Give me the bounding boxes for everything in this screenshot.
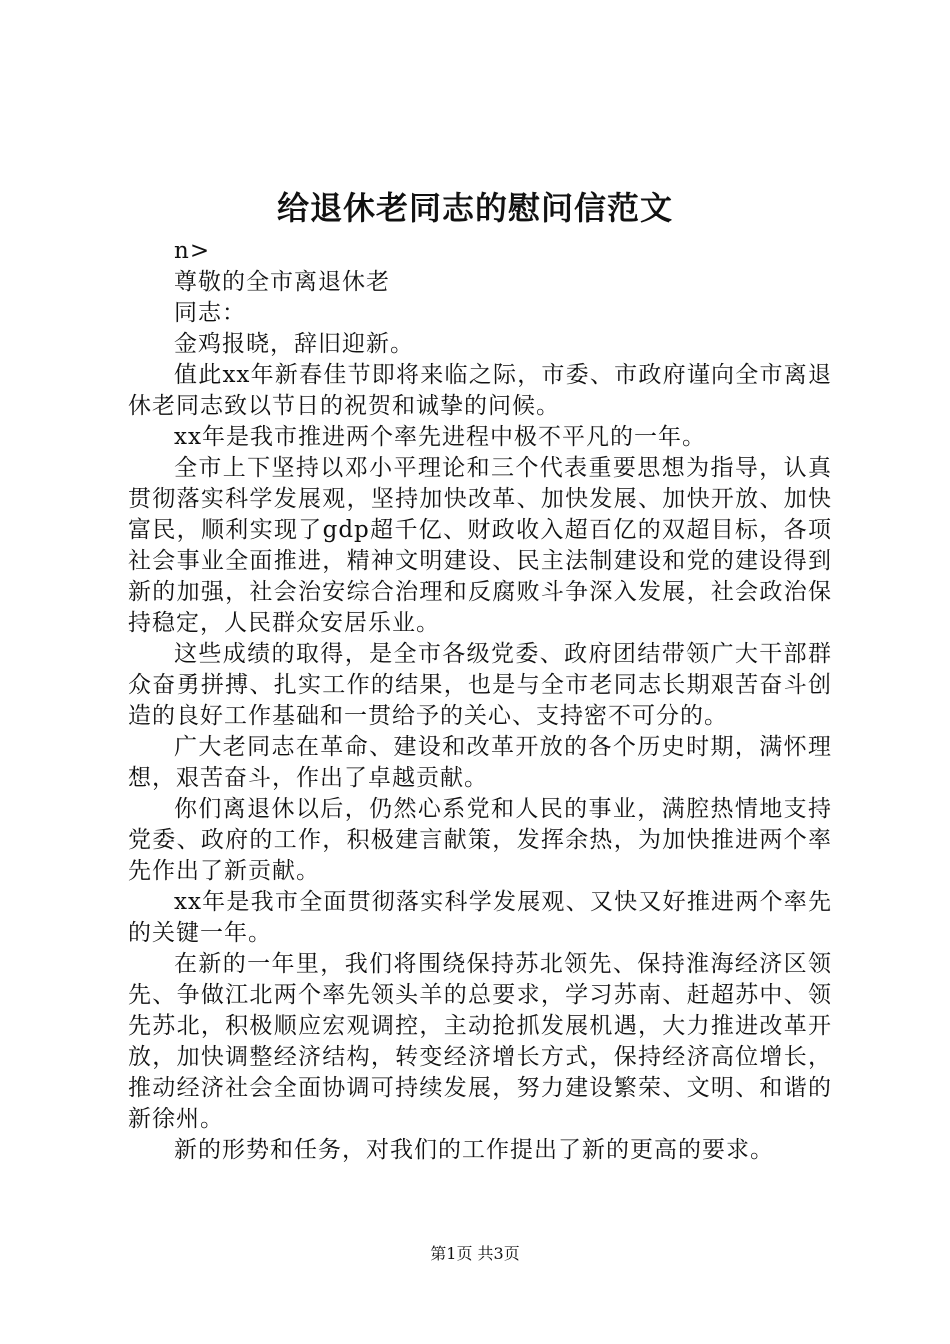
paragraph: 新的形势和任务，对我们的工作提出了新的更高的要求。 (174, 1137, 774, 1163)
paragraph: 这些成绩的取得，是全市各级党委、政府团结带领广大干部群众奋勇拼搏、扎实工作的结果，也是与全市老同志长期艰苦奋斗创造的良好工作基础和一贯给予的关心、支持密不可分的。 (128, 641, 832, 729)
paragraph: 值此xx年新春佳节即将来临之际，市委、市政府谨向全市离退休老同志致以节日的祝贺和诚挚的问候。 (128, 362, 832, 419)
paragraph: xx年是我市全面贯彻落实科学发展观、又快又好推进两个率先的关键一年。 (128, 889, 832, 946)
document-body (128, 236, 832, 1166)
paragraph: 同志： (174, 300, 246, 326)
paragraph: 你们离退休以后，仍然心系党和人民的事业，满腔热情地支持党委、政府的工作，积极建言献策，发挥余热，为加快推进两个率先作出了新贡献。 (128, 796, 832, 884)
page-footer: 第1页 共3页 (430, 1244, 520, 1263)
paragraph: 在新的一年里，我们将围绕保持苏北领先、保持淮海经济区领先、争做江北两个率先领头羊的总要求，学习苏南、赶超苏中、领先苏北，积极顺应宏观调控，主动抢抓发展机遇，大力推进改革开放，加快调整经济结构，转变经济增长方式，保持经济高位增长，推动经济社会全面协调可持续发展，努力建设繁荣、文明、和谐的新徐州。 (128, 951, 832, 1132)
paragraph: 金鸡报晓，辞旧迎新。 (174, 331, 414, 357)
document-title: 给退休老同志的慰问信范文 (276, 189, 673, 227)
paragraph: 全市上下坚持以邓小平理论和三个代表重要思想为指导，认真贯彻落实科学发展观，坚持加快改革、加快发展、加快开放、加快富民，顺利实现了gdp超千亿、财政收入超百亿的双超目标，各项社会事业全面推进，精神文明建设、民主法制建设和党的建设得到新的加强，社会治安综合治理和反腐败斗争深入发展，社会政治保持稳定，人民群众安居乐业。 (128, 455, 832, 636)
paragraph: 尊敬的全市离退休老 (174, 269, 390, 295)
paragraph: xx年是我市推进两个率先进程中极不平凡的一年。 (174, 424, 706, 450)
paragraph: 广大老同志在革命、建设和改革开放的各个历史时期，满怀理想，艰苦奋斗，作出了卓越贡献。 (128, 734, 832, 791)
paragraph: n> (174, 238, 211, 264)
